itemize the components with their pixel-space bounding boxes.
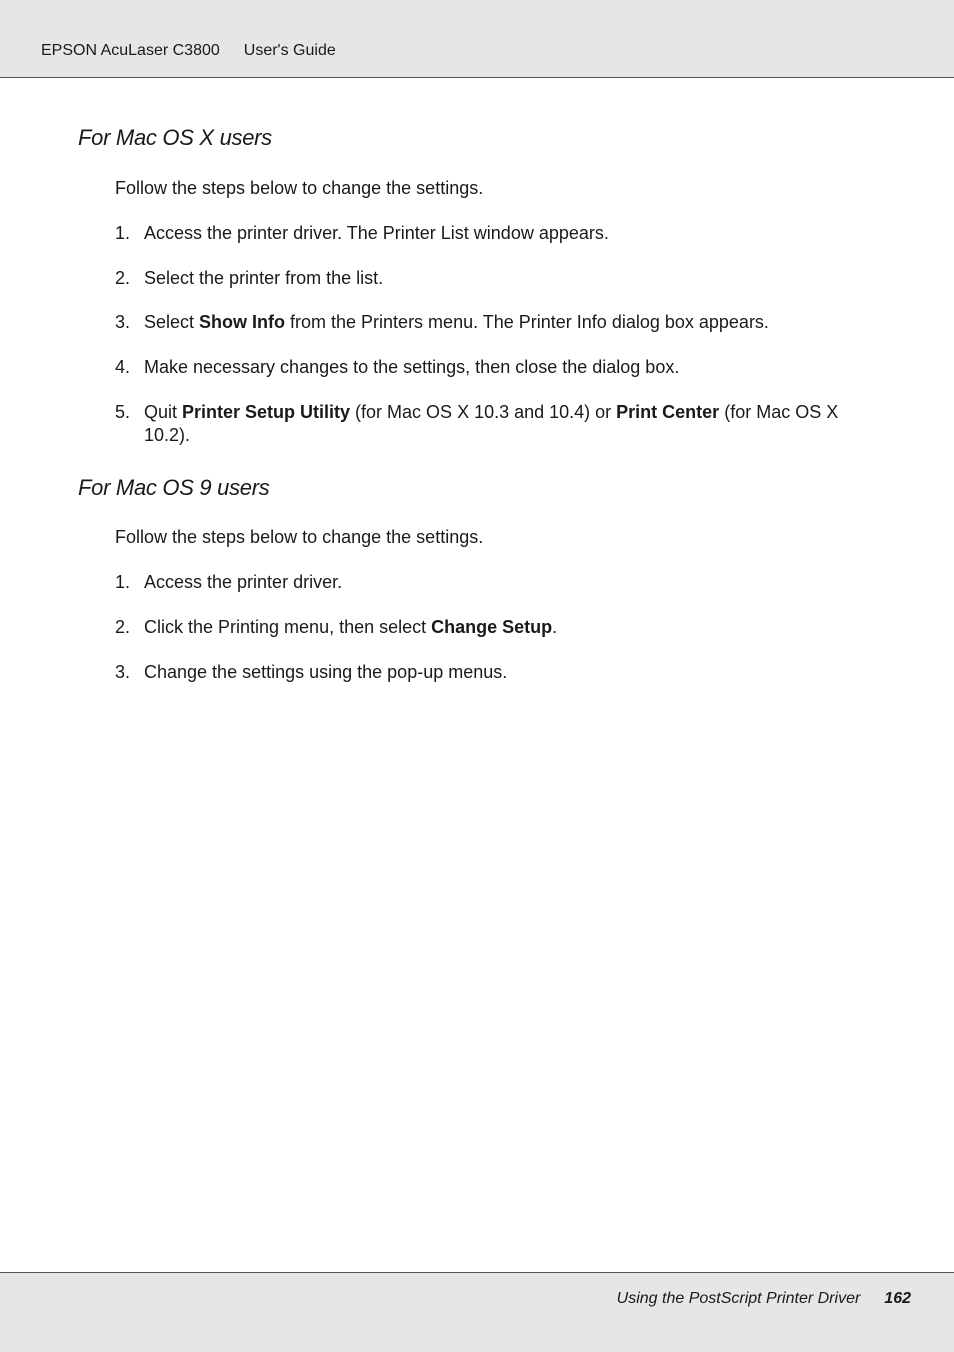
step-text: Change the settings using the pop-up menus. xyxy=(144,662,508,682)
chapter-title: Using the PostScript Printer Driver xyxy=(616,1290,861,1307)
step-text-part: (for Mac OS X 10.2). xyxy=(144,402,839,445)
header-text xyxy=(41,42,336,60)
step-text xyxy=(144,616,875,639)
step-item xyxy=(115,401,875,447)
step-text: Access the printer driver. The Printer List window appears. xyxy=(144,223,609,243)
section-heading-mac-os-x: For Mac OS X users xyxy=(78,125,272,150)
step-text-part: . xyxy=(552,617,558,637)
footer-text xyxy=(617,1290,911,1308)
page-header xyxy=(0,0,954,78)
step-number: 1. xyxy=(115,572,131,592)
app-name-printer-setup-utility: Printer Setup Utility xyxy=(182,402,351,422)
section-heading-mac-os-9: For Mac OS 9 users xyxy=(78,475,270,500)
step-number: 1. xyxy=(115,223,131,243)
step-text: Select the printer from the list. xyxy=(144,268,384,288)
menu-command-change-setup: Change Setup xyxy=(431,617,553,637)
page-footer xyxy=(0,1272,954,1352)
step-item xyxy=(115,267,875,290)
step-text-part: Quit xyxy=(144,402,183,422)
step-number: 3. xyxy=(115,662,131,682)
page-number: 162 xyxy=(884,1290,911,1307)
step-text-part: (for Mac OS X 10.3 and 10.4) or xyxy=(350,402,617,422)
step-number: 5. xyxy=(115,402,131,422)
step-number: 4. xyxy=(115,357,131,377)
step-item xyxy=(115,571,875,594)
section-intro: Follow the steps below to change the settings. xyxy=(115,178,484,198)
step-text xyxy=(144,311,875,334)
step-item xyxy=(115,311,875,334)
menu-command-show-info: Show Info xyxy=(199,312,286,332)
step-item xyxy=(115,222,875,245)
step-text: Access the printer driver. xyxy=(144,572,343,592)
section-intro: Follow the steps below to change the settings. xyxy=(115,527,484,547)
step-text-part: from the Printers menu. The Printer Info dialog box appears. xyxy=(285,312,769,332)
step-text xyxy=(144,401,875,447)
step-item xyxy=(115,356,875,379)
step-item xyxy=(115,616,875,639)
product-name: EPSON AcuLaser C3800 xyxy=(41,42,220,59)
step-text-part: Click the Printing menu, then select xyxy=(144,617,432,637)
step-text-part: Select xyxy=(144,312,200,332)
step-text: Make necessary changes to the settings, then close the dialog box. xyxy=(144,357,680,377)
app-name-print-center: Print Center xyxy=(616,402,720,422)
step-number: 3. xyxy=(115,312,131,332)
step-number: 2. xyxy=(115,268,131,288)
step-number: 2. xyxy=(115,617,131,637)
step-item xyxy=(115,661,875,684)
guide-title: User's Guide xyxy=(243,42,336,59)
